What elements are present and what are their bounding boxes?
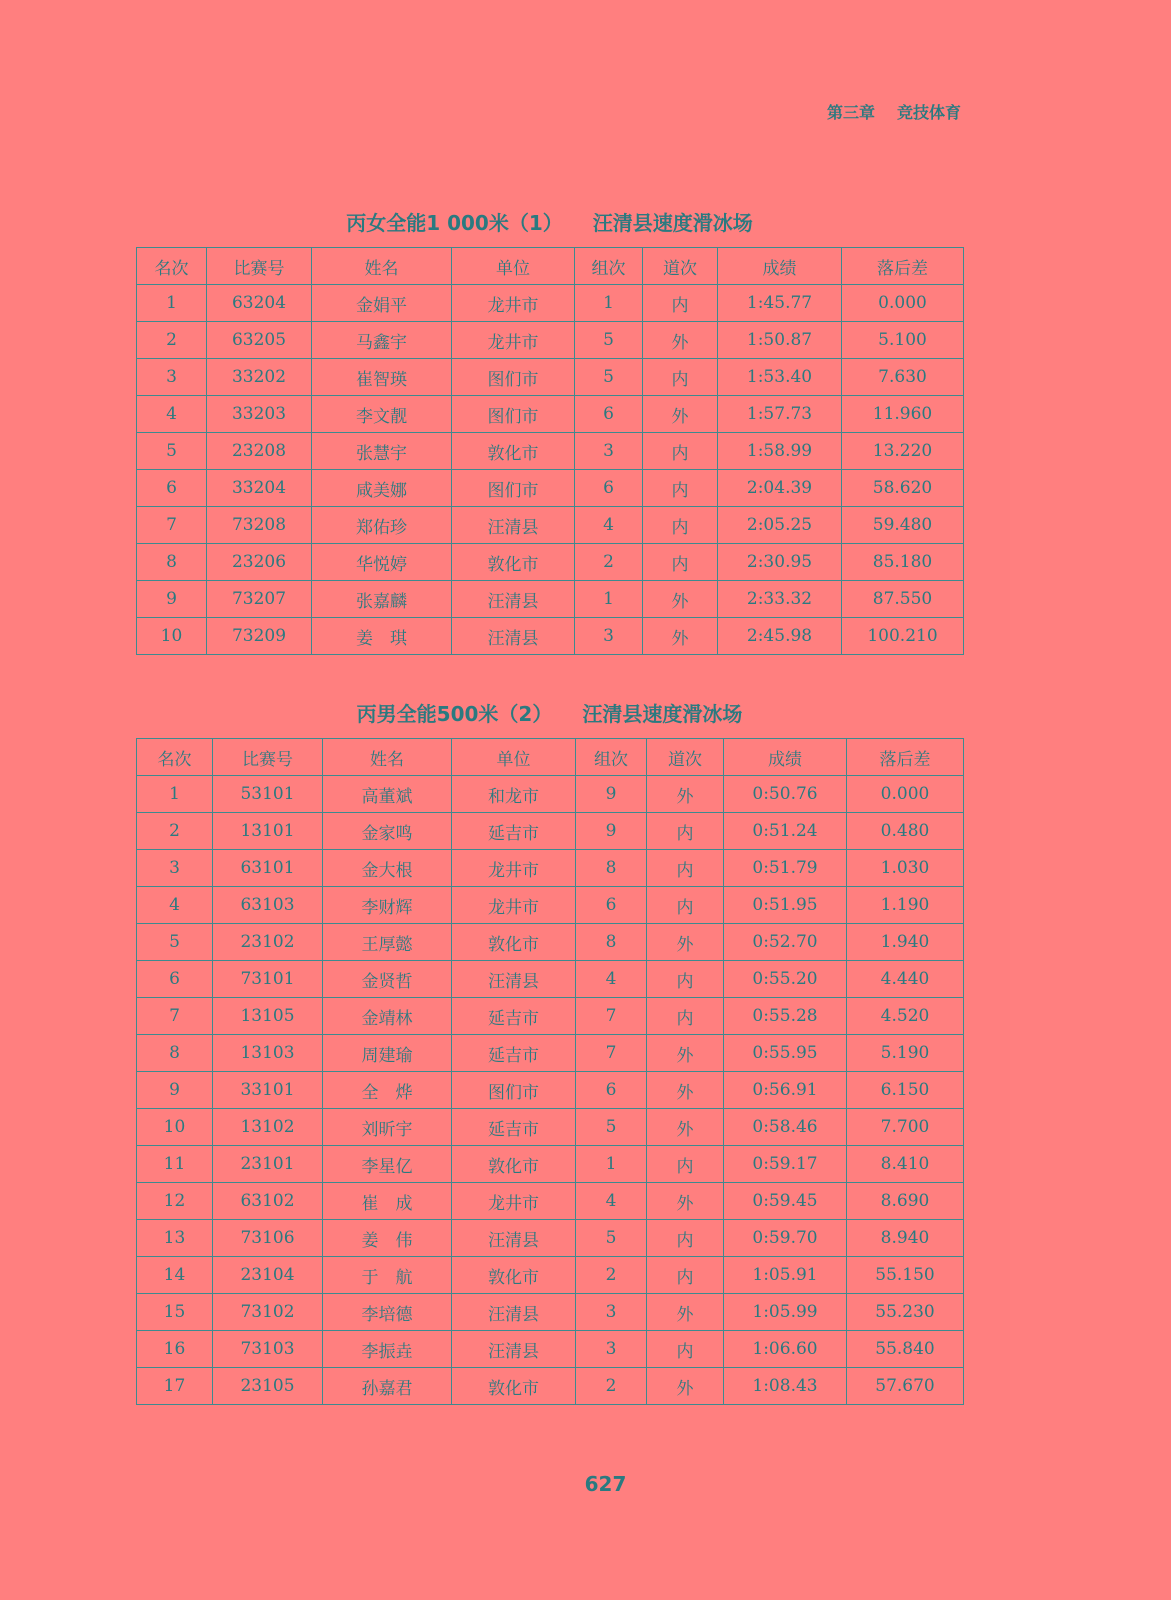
table-row — [137, 1368, 964, 1405]
table-cell: 李文靓 — [312, 396, 452, 433]
table1-title — [136, 207, 963, 236]
table-cell: 敦化市 — [452, 1257, 576, 1294]
table1-event: 丙女全能1 000米（1） — [346, 211, 563, 235]
table-cell: 7 — [576, 998, 647, 1035]
table-cell: 4.520 — [847, 998, 964, 1035]
table-cell: 8.690 — [847, 1183, 964, 1220]
table-cell: 内 — [647, 887, 724, 924]
table-cell: 33204 — [207, 470, 312, 507]
table-cell: 0:56.91 — [724, 1072, 847, 1109]
page-number: 627 — [584, 1472, 627, 1496]
table-cell: 5 — [137, 924, 213, 961]
table-cell: 内 — [643, 433, 718, 470]
table-cell: 13 — [137, 1220, 213, 1257]
table-cell: 23105 — [213, 1368, 323, 1405]
table-cell: 12 — [137, 1183, 213, 1220]
table-cell: 外 — [647, 924, 724, 961]
table-cell: 2:45.98 — [718, 618, 842, 655]
column-header: 比赛号 — [207, 248, 312, 285]
table-cell: 3 — [575, 433, 643, 470]
table-cell: 王厚懿 — [323, 924, 452, 961]
table-cell: 5 — [576, 1109, 647, 1146]
table-cell: 4 — [575, 507, 643, 544]
table-cell: 13101 — [213, 813, 323, 850]
table-cell: 10 — [137, 618, 207, 655]
table-cell: 5 — [137, 433, 207, 470]
table-cell: 1:05.99 — [724, 1294, 847, 1331]
table-cell: 图们市 — [452, 470, 575, 507]
table-cell: 内 — [647, 961, 724, 998]
table-cell: 5 — [575, 322, 643, 359]
table-cell: 8 — [137, 1035, 213, 1072]
table-cell: 内 — [647, 850, 724, 887]
table-row — [137, 1109, 964, 1146]
table-cell: 1.940 — [847, 924, 964, 961]
table-cell: 4 — [576, 1183, 647, 1220]
table-cell: 100.210 — [842, 618, 964, 655]
table-cell: 4.440 — [847, 961, 964, 998]
table-cell: 2 — [137, 813, 213, 850]
table-cell: 敦化市 — [452, 1146, 576, 1183]
table-cell: 1:53.40 — [718, 359, 842, 396]
table-cell: 汪清县 — [452, 1331, 576, 1368]
table-cell: 李振垚 — [323, 1331, 452, 1368]
table-row — [137, 887, 964, 924]
table-cell: 内 — [647, 813, 724, 850]
table-cell: 李财辉 — [323, 887, 452, 924]
table-cell: 57.670 — [847, 1368, 964, 1405]
table-cell: 1:06.60 — [724, 1331, 847, 1368]
column-header: 道次 — [647, 739, 724, 776]
table-row — [137, 581, 964, 618]
table-cell: 7.630 — [842, 359, 964, 396]
table-cell: 延吉市 — [452, 1035, 576, 1072]
table-cell: 外 — [647, 776, 724, 813]
table-cell: 汪清县 — [452, 1220, 576, 1257]
table-row — [137, 1183, 964, 1220]
table-cell: 9 — [137, 581, 207, 618]
table-cell: 13103 — [213, 1035, 323, 1072]
table-cell: 内 — [647, 1220, 724, 1257]
table-cell: 10 — [137, 1109, 213, 1146]
table2-venue: 汪清县速度滑冰场 — [582, 702, 743, 726]
table-cell: 3 — [576, 1294, 647, 1331]
table-cell: 1 — [575, 285, 643, 322]
table-cell: 龙井市 — [452, 887, 576, 924]
table-cell: 5 — [576, 1220, 647, 1257]
table-cell: 外 — [647, 1072, 724, 1109]
table-cell: 内 — [647, 1331, 724, 1368]
table-cell: 2:05.25 — [718, 507, 842, 544]
table-row — [137, 776, 964, 813]
table-cell: 16 — [137, 1331, 213, 1368]
table-cell: 金大根 — [323, 850, 452, 887]
column-header: 比赛号 — [213, 739, 323, 776]
table-cell: 延吉市 — [452, 813, 576, 850]
table-cell: 1:50.87 — [718, 322, 842, 359]
table-cell: 17 — [137, 1368, 213, 1405]
table-cell: 8.410 — [847, 1146, 964, 1183]
table-cell: 外 — [647, 1035, 724, 1072]
table-cell: 23104 — [213, 1257, 323, 1294]
table-cell: 5.190 — [847, 1035, 964, 1072]
table-cell: 33202 — [207, 359, 312, 396]
table-cell: 0:51.95 — [724, 887, 847, 924]
table-cell: 4 — [137, 887, 213, 924]
table-header-row — [137, 739, 964, 776]
table-cell: 0:52.70 — [724, 924, 847, 961]
table-cell: 63103 — [213, 887, 323, 924]
table-cell: 2:30.95 — [718, 544, 842, 581]
table-cell: 内 — [647, 1146, 724, 1183]
table-cell: 6 — [575, 470, 643, 507]
column-header: 成绩 — [718, 248, 842, 285]
table-cell: 敦化市 — [452, 924, 576, 961]
table-cell: 8.940 — [847, 1220, 964, 1257]
table-cell: 5 — [575, 359, 643, 396]
chapter-label: 第三章 — [826, 103, 875, 122]
table-cell: 0:50.76 — [724, 776, 847, 813]
table-row — [137, 1072, 964, 1109]
table-cell: 1 — [575, 581, 643, 618]
table-cell: 59.480 — [842, 507, 964, 544]
table-cell: 0:55.20 — [724, 961, 847, 998]
table-cell: 0:59.17 — [724, 1146, 847, 1183]
table-row — [137, 924, 964, 961]
table-cell: 0.000 — [842, 285, 964, 322]
table-cell: 于 航 — [323, 1257, 452, 1294]
table-row — [137, 1331, 964, 1368]
table-cell: 龙井市 — [452, 850, 576, 887]
table-cell: 张嘉麟 — [312, 581, 452, 618]
table-cell: 敦化市 — [452, 544, 575, 581]
table-cell: 1:45.77 — [718, 285, 842, 322]
table-row — [137, 1035, 964, 1072]
table-cell: 汪清县 — [452, 581, 575, 618]
table-cell: 9 — [576, 776, 647, 813]
table-header-row — [137, 248, 964, 285]
column-header: 姓名 — [323, 739, 452, 776]
results-table-1 — [136, 247, 964, 655]
table-cell: 2 — [576, 1257, 647, 1294]
table-cell: 汪清县 — [452, 507, 575, 544]
table-cell: 7.700 — [847, 1109, 964, 1146]
table-cell: 73209 — [207, 618, 312, 655]
table-cell: 马鑫宇 — [312, 322, 452, 359]
table-cell: 0:55.95 — [724, 1035, 847, 1072]
table-cell: 73101 — [213, 961, 323, 998]
table-cell: 延吉市 — [452, 1109, 576, 1146]
table-cell: 敦化市 — [452, 433, 575, 470]
table-cell: 2 — [576, 1368, 647, 1405]
table-cell: 龙井市 — [452, 322, 575, 359]
table-cell: 1:58.99 — [718, 433, 842, 470]
table-cell: 周建瑜 — [323, 1035, 452, 1072]
column-header: 单位 — [452, 739, 576, 776]
table-cell: 2:33.32 — [718, 581, 842, 618]
table-cell: 龙井市 — [452, 1183, 576, 1220]
table-cell: 55.840 — [847, 1331, 964, 1368]
table-row — [137, 1257, 964, 1294]
table-cell: 13105 — [213, 998, 323, 1035]
table-cell: 高董斌 — [323, 776, 452, 813]
section-label: 竞技体育 — [896, 103, 961, 122]
table-row — [137, 1294, 964, 1331]
table-row — [137, 396, 964, 433]
table-cell: 1 — [137, 776, 213, 813]
table-row — [137, 1146, 964, 1183]
table-cell: 55.230 — [847, 1294, 964, 1331]
table-cell: 73102 — [213, 1294, 323, 1331]
table-cell: 孙嘉君 — [323, 1368, 452, 1405]
column-header: 成绩 — [724, 739, 847, 776]
results-table-2 — [136, 738, 964, 1405]
table-cell: 1.190 — [847, 887, 964, 924]
table-cell: 6.150 — [847, 1072, 964, 1109]
column-header: 姓名 — [312, 248, 452, 285]
column-header: 组次 — [576, 739, 647, 776]
table-cell: 3 — [137, 850, 213, 887]
table-cell: 内 — [643, 544, 718, 581]
table-cell: 53101 — [213, 776, 323, 813]
table-cell: 87.550 — [842, 581, 964, 618]
table-cell: 外 — [647, 1294, 724, 1331]
table-cell: 7 — [576, 1035, 647, 1072]
table-cell: 63205 — [207, 322, 312, 359]
table-cell: 3 — [137, 359, 207, 396]
table-cell: 图们市 — [452, 359, 575, 396]
table-cell: 内 — [647, 1257, 724, 1294]
table-cell: 4 — [137, 396, 207, 433]
table-cell: 崔智瑛 — [312, 359, 452, 396]
table-cell: 全 烨 — [323, 1072, 452, 1109]
table-cell: 8 — [576, 850, 647, 887]
table1-venue: 汪清县速度滑冰场 — [592, 211, 753, 235]
table-cell: 内 — [643, 285, 718, 322]
table-cell: 0.480 — [847, 813, 964, 850]
table-cell: 0:51.79 — [724, 850, 847, 887]
table-cell: 6 — [137, 470, 207, 507]
table-cell: 汪清县 — [452, 961, 576, 998]
table-cell: 1 — [137, 285, 207, 322]
table-cell: 0:51.24 — [724, 813, 847, 850]
table-cell: 9 — [576, 813, 647, 850]
table-cell: 3 — [576, 1331, 647, 1368]
table-row — [137, 961, 964, 998]
table-cell: 11 — [137, 1146, 213, 1183]
table-cell: 63204 — [207, 285, 312, 322]
table-cell: 1:08.43 — [724, 1368, 847, 1405]
table-cell: 金贤哲 — [323, 961, 452, 998]
table-cell: 73106 — [213, 1220, 323, 1257]
table-cell: 73103 — [213, 1331, 323, 1368]
table-cell: 15 — [137, 1294, 213, 1331]
table-cell: 1 — [576, 1146, 647, 1183]
table-row — [137, 359, 964, 396]
table-cell: 刘昕宇 — [323, 1109, 452, 1146]
table-row — [137, 433, 964, 470]
table-cell: 7 — [137, 998, 213, 1035]
table-cell: 55.150 — [847, 1257, 964, 1294]
table-cell: 58.620 — [842, 470, 964, 507]
table-cell: 2:04.39 — [718, 470, 842, 507]
table-cell: 23206 — [207, 544, 312, 581]
table-cell: 0:58.46 — [724, 1109, 847, 1146]
table-cell: 外 — [647, 1183, 724, 1220]
table-cell: 敦化市 — [452, 1368, 576, 1405]
table-cell: 内 — [643, 507, 718, 544]
table-cell: 0.000 — [847, 776, 964, 813]
table-cell: 和龙市 — [452, 776, 576, 813]
table-row — [137, 618, 964, 655]
table-cell: 0:59.45 — [724, 1183, 847, 1220]
table-cell: 延吉市 — [452, 998, 576, 1035]
table-cell: 11.960 — [842, 396, 964, 433]
table-cell: 内 — [643, 470, 718, 507]
table-cell: 4 — [576, 961, 647, 998]
table-row — [137, 322, 964, 359]
column-header: 名次 — [137, 248, 207, 285]
table-cell: 6 — [576, 1072, 647, 1109]
table-cell: 85.180 — [842, 544, 964, 581]
table-cell: 63102 — [213, 1183, 323, 1220]
table-row — [137, 507, 964, 544]
table-cell: 内 — [647, 998, 724, 1035]
table-cell: 23208 — [207, 433, 312, 470]
table-cell: 6 — [137, 961, 213, 998]
table-cell: 33101 — [213, 1072, 323, 1109]
table-row — [137, 1220, 964, 1257]
table-cell: 外 — [643, 396, 718, 433]
table-cell: 图们市 — [452, 396, 575, 433]
table-row — [137, 544, 964, 581]
table-cell: 2 — [137, 322, 207, 359]
table-cell: 外 — [647, 1368, 724, 1405]
table-cell: 姜 伟 — [323, 1220, 452, 1257]
table2-event: 丙男全能500米（2） — [356, 702, 553, 726]
table-cell: 张慧宇 — [312, 433, 452, 470]
table-cell: 23101 — [213, 1146, 323, 1183]
table-cell: 汪清县 — [452, 618, 575, 655]
table-cell: 外 — [643, 618, 718, 655]
table-cell: 咸美娜 — [312, 470, 452, 507]
table-cell: 李培德 — [323, 1294, 452, 1331]
table-cell: 汪清县 — [452, 1294, 576, 1331]
table-cell: 6 — [575, 396, 643, 433]
table-cell: 崔 成 — [323, 1183, 452, 1220]
table-row — [137, 850, 964, 887]
column-header: 单位 — [452, 248, 575, 285]
table-cell: 9 — [137, 1072, 213, 1109]
table-cell: 6 — [576, 887, 647, 924]
table-cell: 23102 — [213, 924, 323, 961]
table-cell: 13102 — [213, 1109, 323, 1146]
table-cell: 8 — [576, 924, 647, 961]
table-row — [137, 285, 964, 322]
table-cell: 金靖林 — [323, 998, 452, 1035]
table-cell: 2 — [575, 544, 643, 581]
table-cell: 8 — [137, 544, 207, 581]
table-cell: 姜 琪 — [312, 618, 452, 655]
table-cell: 1:05.91 — [724, 1257, 847, 1294]
table-cell: 龙井市 — [452, 285, 575, 322]
table-row — [137, 470, 964, 507]
column-header: 名次 — [137, 739, 213, 776]
table-cell: 金娟平 — [312, 285, 452, 322]
table-cell: 1:57.73 — [718, 396, 842, 433]
table-cell: 73207 — [207, 581, 312, 618]
table-cell: 33203 — [207, 396, 312, 433]
table-cell: 1.030 — [847, 850, 964, 887]
table-cell: 外 — [643, 581, 718, 618]
table-cell: 李星亿 — [323, 1146, 452, 1183]
running-header — [827, 100, 961, 123]
table-cell: 外 — [647, 1109, 724, 1146]
column-header: 组次 — [575, 248, 643, 285]
column-header: 落后差 — [847, 739, 964, 776]
column-header: 道次 — [643, 248, 718, 285]
table-row — [137, 813, 964, 850]
table-cell: 13.220 — [842, 433, 964, 470]
table-cell: 郑佑珍 — [312, 507, 452, 544]
table-cell: 0:55.28 — [724, 998, 847, 1035]
table-cell: 华悦婷 — [312, 544, 452, 581]
column-header: 落后差 — [842, 248, 964, 285]
table-cell: 7 — [137, 507, 207, 544]
table-cell: 63101 — [213, 850, 323, 887]
table-cell: 5.100 — [842, 322, 964, 359]
table-cell: 内 — [643, 359, 718, 396]
table-cell: 73208 — [207, 507, 312, 544]
table-cell: 3 — [575, 618, 643, 655]
table-cell: 图们市 — [452, 1072, 576, 1109]
table-cell: 0:59.70 — [724, 1220, 847, 1257]
table-cell: 金家鸣 — [323, 813, 452, 850]
table-cell: 14 — [137, 1257, 213, 1294]
table2-title — [136, 698, 963, 727]
table-cell: 外 — [643, 322, 718, 359]
table-row — [137, 998, 964, 1035]
